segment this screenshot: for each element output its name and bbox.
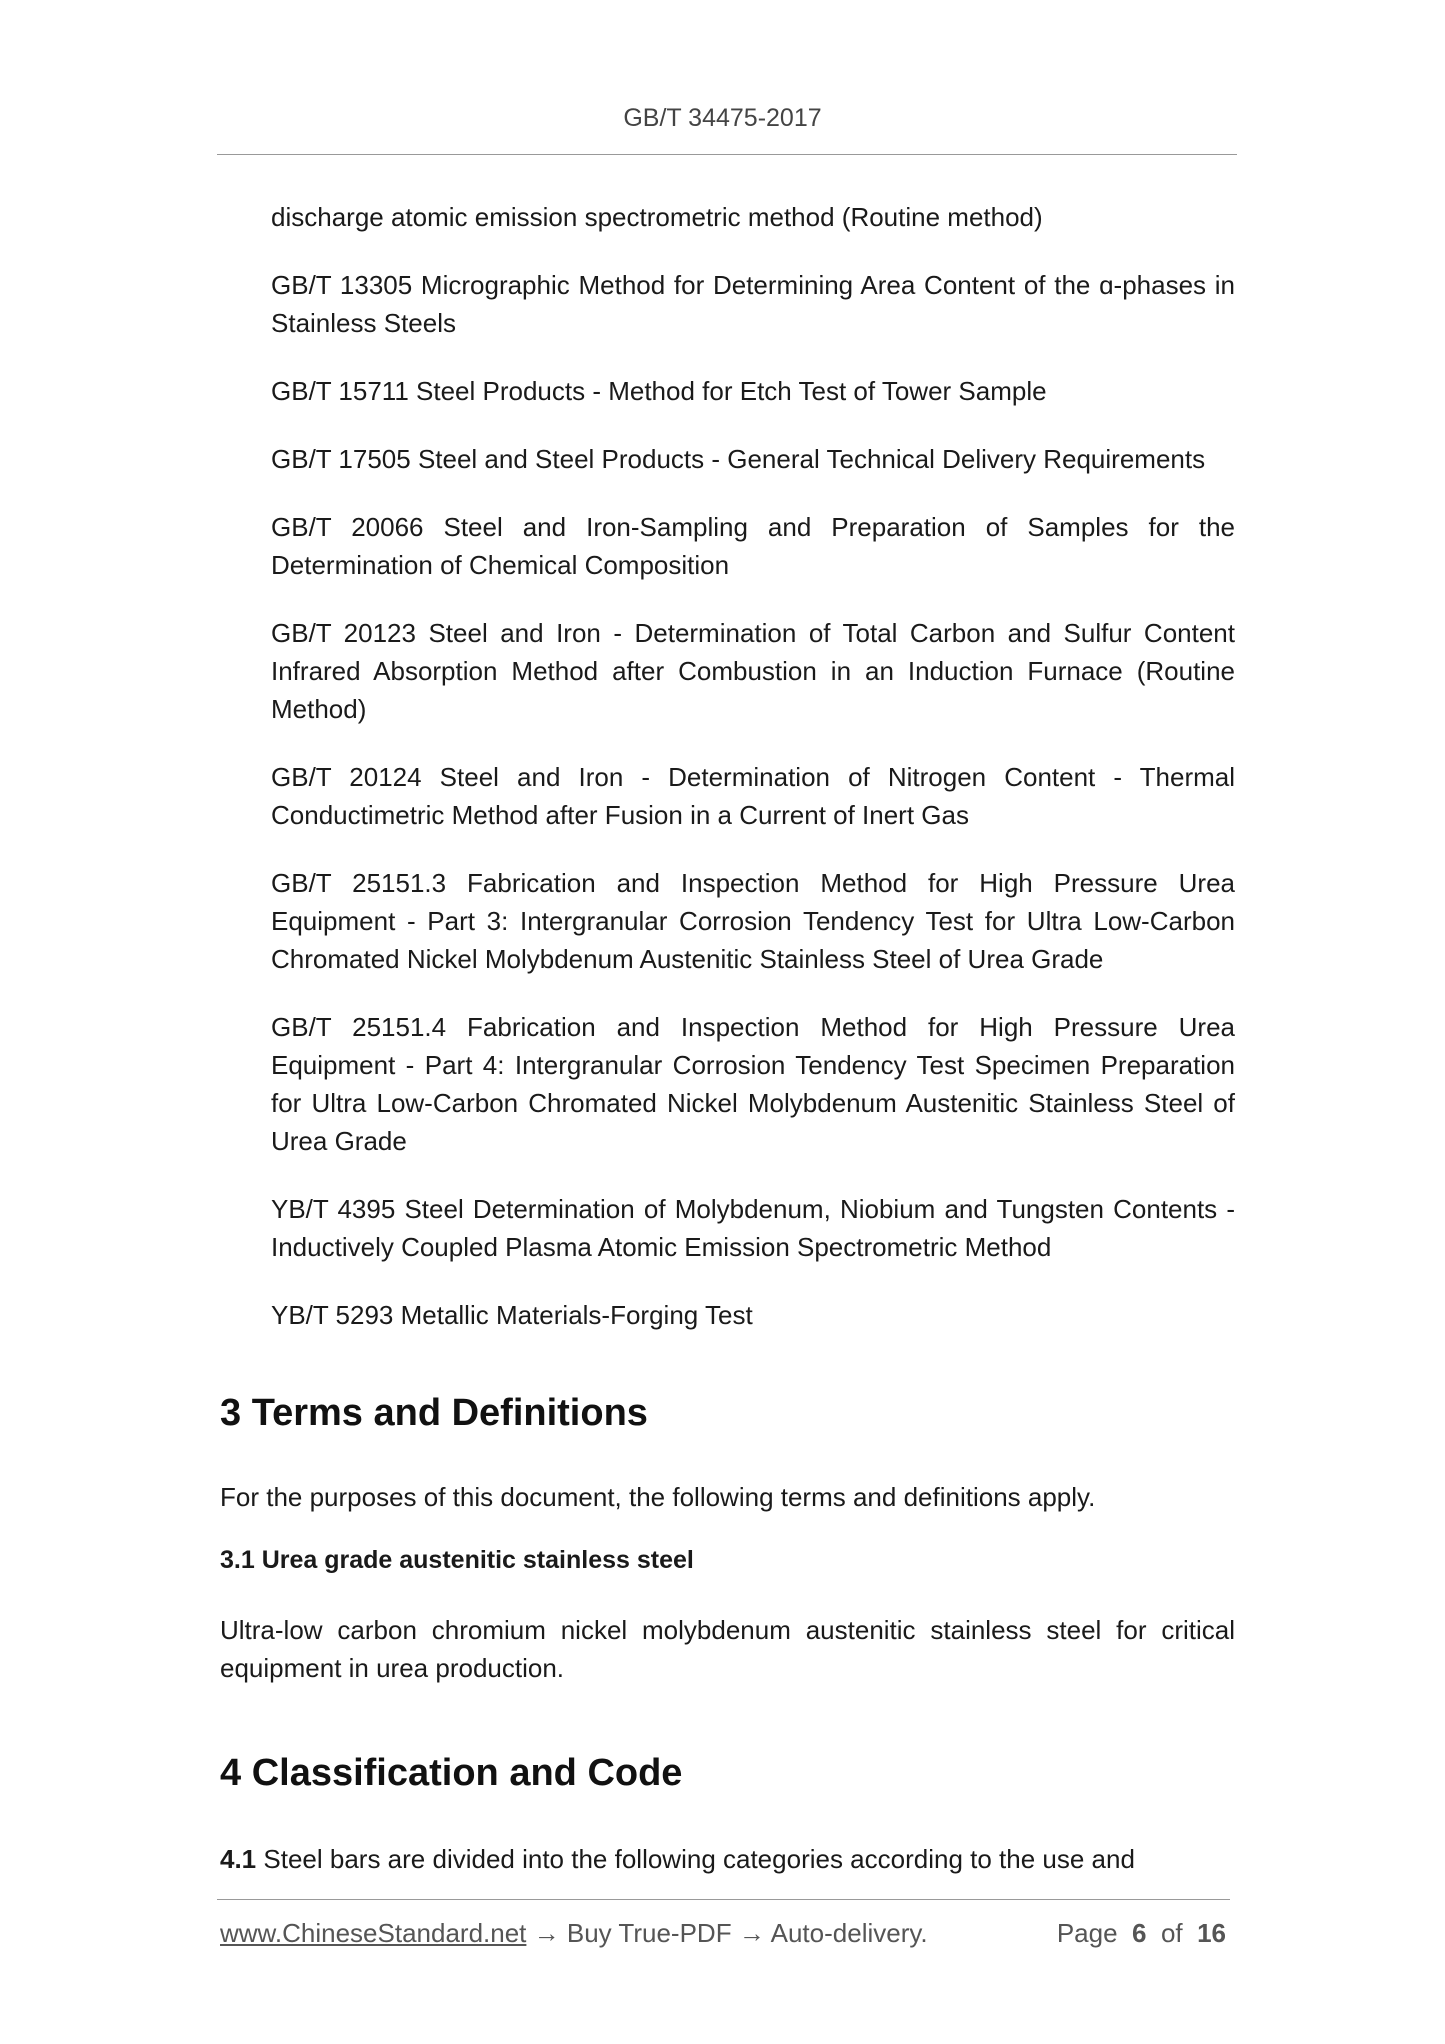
reference-item: GB/T 20066 Steel and Iron-Sampling and Preparation of Samples for the Determination of Chemical Composition <box>271 512 1235 580</box>
auto-delivery-text: Auto-delivery. <box>770 1918 928 1948</box>
term-3-1-heading: 3.1 Urea grade austenitic stainless steel <box>220 1546 694 1574</box>
reference-item: discharge atomic emission spectrometric method (Routine method) <box>271 202 1043 232</box>
page-footer <box>220 1918 1230 1949</box>
section-3-intro: For the purposes of this document, the following terms and definitions apply. <box>220 1482 1096 1512</box>
reference-item: GB/T 25151.3 Fabrication and Inspection Method for High Pressure Urea Equipment - Part 3: Intergranular Corrosion Tendency Test for Ultra Low-Carbon Chromated Nickel Molybdenum Austenitic Stainless Steel of Urea Grade <box>271 868 1235 974</box>
clause-number: 4.1 <box>220 1844 257 1874</box>
clause-4-1 <box>220 1840 1235 1878</box>
current-page: 6 <box>1132 1918 1147 1948</box>
buy-pdf-text: Buy True-PDF <box>566 1918 732 1948</box>
website-link[interactable]: www.ChineseStandard.net <box>220 1918 527 1948</box>
reference-item: GB/T 20123 Steel and Iron - Determination of Total Carbon and Sulfur Content Infrared Absorption Method after Combustion in an Induction Furnace (Routine Method) <box>271 618 1235 724</box>
reference-item: GB/T 17505 Steel and Steel Products - General Technical Delivery Requirements <box>271 444 1206 474</box>
arrow-icon: → <box>738 1918 765 1948</box>
reference-item: GB/T 25151.4 Fabrication and Inspection Method for High Pressure Urea Equipment - Part 4: Intergranular Corrosion Tendency Test Specimen Preparation for Ultra Low-Carbon Chromated Nickel Molybdenum Austenitic Stainless Steel of Urea Grade <box>271 1012 1235 1156</box>
page-label: Page <box>1056 1918 1118 1948</box>
section-3-heading: 3 Terms and Definitions <box>220 1392 648 1434</box>
term-3-1-definition: Ultra-low carbon chromium nickel molybdenum austenitic stainless steel for critical equipment in urea production. <box>220 1615 1235 1683</box>
clause-text: Steel bars are divided into the following categories according to the use and <box>263 1844 1135 1874</box>
reference-item: GB/T 13305 Micrographic Method for Determining Area Content of the ɑ-phases in Stainless Steels <box>271 270 1235 338</box>
page-header: GB/T 34475-2017 <box>623 104 822 132</box>
arrow-icon: → <box>533 1918 560 1948</box>
footer-divider <box>217 1899 1230 1900</box>
reference-item: YB/T 4395 Steel Determination of Molybdenum, Niobium and Tungsten Contents - Inductively Coupled Plasma Atomic Emission Spectrometric Method <box>271 1194 1235 1262</box>
page-counter <box>1057 1918 1226 1949</box>
reference-item: YB/T 5293 Metallic Materials-Forging Test <box>271 1300 753 1330</box>
header-divider <box>217 154 1237 155</box>
total-pages: 16 <box>1197 1918 1226 1948</box>
of-label: of <box>1160 1918 1183 1948</box>
normative-references-list <box>271 198 1235 1364</box>
reference-item: GB/T 20124 Steel and Iron - Determination of Nitrogen Content - Thermal Conductimetric Method after Fusion in a Current of Inert Gas <box>271 762 1235 830</box>
reference-item: GB/T 15711 Steel Products - Method for Etch Test of Tower Sample <box>271 376 1047 406</box>
section-4-heading: 4 Classification and Code <box>220 1752 683 1794</box>
